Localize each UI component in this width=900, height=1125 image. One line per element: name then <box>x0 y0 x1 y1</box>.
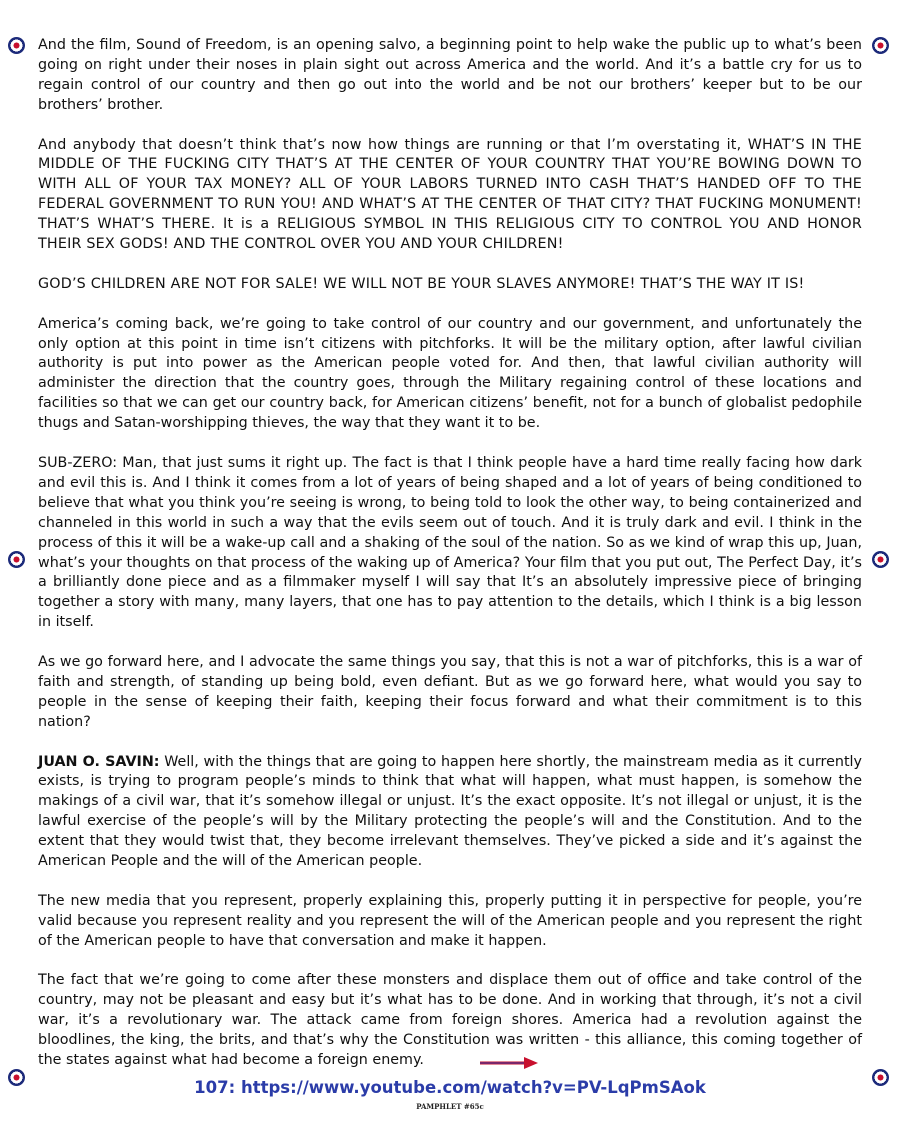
paragraph: The fact that we’re going to come after these monsters and displace them out of office and take control of the country, may not be pleasant and easy but it’s what has to be done. And in working that through, it’s not a civil war, it’s a revolutionary war. The attack came from foreign shores. America had a revolution against the bloodlines, the king, the brits, and that’s why the Constitution was written - this alliance, this coming together of the states against what had become a foreign enemy. <box>38 972 862 1069</box>
roundel-icon <box>872 551 889 568</box>
roundel-icon <box>872 37 889 54</box>
paragraph: SUB-ZERO: Man, that just sums it right up. The fact is that I think people have a hard time really facing how dark and evil this is. And I think it comes from a lot of years of being shaped and a lot of years of being conditioned to believe that what you think you’re seeing is wrong, to being told to look the other way, to being containerized and channeled in this world in such a way that the evils seem out of touch. And it is truly dark and evil. I think in the process of this it will be a wake-up call and a shaking of the soul of the nation. So as we kind of wrap this up, Juan, what’s your thoughts on that process of the waking up of America? Your film that you put out, The Perfect Day, it’s a brilliantly done piece and as a filmmaker myself I will say that It’s an absolutely impressive piece of bringing together a story with many, many layers, that one has to pay attention to the details, which I think is a big lesson in itself. <box>38 454 862 631</box>
pamphlet-label: PAMPHLET #65c <box>416 1102 484 1111</box>
paragraph: GOD’S CHILDREN ARE NOT FOR SALE! WE WILL NOT BE YOUR SLAVES ANYMORE! THAT’S THE WAY IT IS! <box>38 275 805 292</box>
roundel-icon <box>8 37 25 54</box>
speaker-name: JUAN O. SAVIN: <box>38 753 160 770</box>
document-body <box>38 36 862 1091</box>
paragraph: As we go forward here, and I advocate the same things you say, that this is not a war of pitchforks, this is a war of faith and strength, of standing up being bold, even defiant. But as we go forward here, what would you say to people in the sense of keeping their faith, keeping their focus forward and what their commitment is to this nation? <box>38 654 862 730</box>
paragraph: And anybody that doesn’t think that’s now how things are running or that I’m overstating it, WHAT’S IN THE MIDDLE OF THE FUCKING CITY THAT’S AT THE CENTER OF YOUR COUNTRY THAT YOU’RE BOWING DOWN TO WITH ALL OF YOUR TAX MONEY? ALL OF YOUR LABORS TURNED INTO CASH THAT’S HANDED OFF TO THE FEDERAL GOVERNMENT TO RUN YOU! AND WHAT’S AT THE CENTER OF THAT CITY? THAT FUCKING MONUMENT! THAT’S WHAT’S THERE. It is a RELIGIOUS SYMBOL IN THIS RELIGIOUS CITY TO CONTROL YOU AND HONOR THEIR SEX GODS! AND THE CONTROL OVER YOU AND YOUR CHILDREN! <box>38 136 862 253</box>
paragraph: The new media that you represent, properly explaining this, properly putting it in perspective for people, you’re valid because you represent reality and you represent the will of the American people and you represent the right of the American people to have that conversation and make it happen. <box>38 892 862 949</box>
arrow-right-icon <box>478 1056 540 1070</box>
paragraph <box>38 753 862 872</box>
speaker-text: Well, with the things that are going to happen here shortly, the mainstream media as it currently exists, is trying to program people’s minds to think that what will happen, what must happen, is somehow the makings of a civil war, that it’s somehow illegal or unjust. It’s the exact opposite. It’s not illegal or unjust, it is the lawful exercise of the people’s will by the Military protecting the people’s will and the Constitution. And to the extent that they would twist that, they become irrelevant themselves. They’ve picked a side and it’s against the American People and the will of the American people. <box>38 753 862 870</box>
paragraph: America’s coming back, we’re going to take control of our country and our government, and unfortunately the only option at this point in time isn’t citizens with pitchforks. It will be the military option, after lawful civilian authority is put into power as the American people voted for. And then, that lawful civilian authority will administer the direction that the country goes, through the Military regaining control of these locations and facilities so that we can get our country back, for American citizens’ benefit, not for a bunch of globalist pedophile thugs and Satan-worshipping thieves, the way that they want it to be. <box>38 315 862 432</box>
video-link[interactable]: 107: https://www.youtube.com/watch?v=PV-LqPmSAok <box>194 1078 706 1097</box>
paragraph: And the film, Sound of Freedom, is an opening salvo, a beginning point to help wake the public up to what’s been going on right under their noses in plain sight out across America and the world. And it’s a battle cry for us to regain control of our country and then go out into the world and be not our brothers’ keeper but to be our brothers’ brother. <box>38 37 862 113</box>
roundel-icon <box>8 551 25 568</box>
